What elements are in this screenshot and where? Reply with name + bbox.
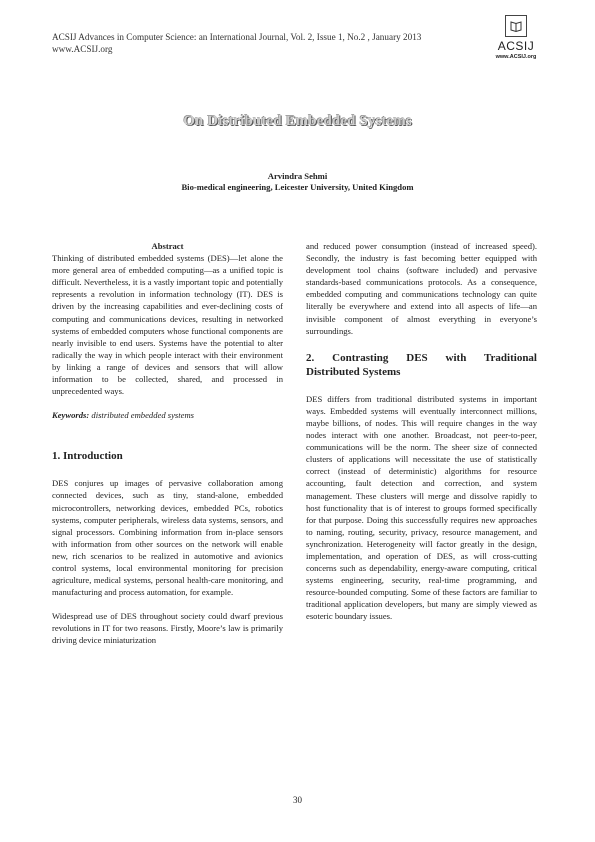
book-icon [505,15,527,37]
section-2-heading [306,351,537,379]
paper-title: On Distributed Embedded Systems [183,113,412,129]
section-2-heading-line-2: Distributed Systems [306,365,401,378]
author-affiliation: Bio-medical engineering, Leicester University, United Kingdom [181,182,414,192]
journal-header [52,31,472,55]
section-1-heading: 1. Introduction [52,450,123,463]
keywords-label: Keywords: [52,410,90,421]
keywords-text: distributed embedded systems [89,410,195,421]
journal-url[interactable]: www.ACSIJ.org [52,44,113,54]
page-number: 30 [293,795,302,805]
author-name: Arvindra Sehmi [267,171,328,181]
logo-name: ACSIJ [497,39,535,53]
keywords [52,409,283,421]
section-2-heading-line-1: 2. Contrasting DES with Traditional [306,351,537,364]
right-column [306,240,537,623]
section-1-paragraph-1: DES conjures up images of pervasive collaboration among connected devices, such as tiny, stand-alone, embedded microcontrollers, networking devices, embedded PCs, robotics systems, computer peripherals, wireless data systems, sensors, and signal processors. Combining information from in-place sensors with information from other sources on the network will enable new, rich scenarios to be realized in automotive and avionics control systems, local environmental monitoring for precision agriculture, medical systems, personal health-care monitoring, and manufacturing and process automation, for example. [52,478,283,598]
section-1-paragraph-2: Widespread use of DES throughout society could dwarf previous revolutions in IT for two reasons. Firstly, Moore’s law is primarily driving device miniaturization [52,611,283,646]
journal-citation: ACSIJ Advances in Computer Science: an International Journal, Vol. 2, Issue 1, No.2 , January 2013 [52,32,422,42]
left-column [52,240,283,647]
abstract-heading: Abstract [151,241,184,251]
journal-logo [486,15,546,60]
logo-url: www.ACSIJ.org [495,54,537,60]
section-2-paragraph-1: DES differs from traditional distributed systems in important ways. Embedded systems will eventually interconnect millions, maybe billions, of nodes. This will require changes in the way nodes interact with one another. Broadcast, not peer-to-peer, communications will be the norm. The sheer size of connected clusters of applications will necessitate the use of statistically correct (instead of deterministic) algorithms for resource accounting, fault detection and correction, and system management. These clusters will merge and dissolve rapidly to host functionality that is of interest to groups formed specifically for that purpose. Doing this successfully requires new approaches to naming, routing, security, privacy, resource management, and synchronization. Heterogeneity will factor greatly in the design, implementation, and operation of DES, as will cross-cutting concerns such as dependability, energy-aware computing, critical systems engineering, security, real-time programming, and resource-bounded computing. Some of these factors are familiar to traditional application developers, but many are simply viewed as esoteric boundary issues. [306,393,537,622]
abstract-text: Thinking of distributed embedded systems (DES)—let alone the more general area of embedded computing—as a unified topic is difficult. Nevertheless, it is a vastly important topic and potentially represents a revolution in information technology (IT). DES is driven by the increasing capabilities and ever-declining costs of computing and communications devices, resulting in networked systems of embedded computers whose functional components are nearly invisible to end users. Systems have the potential to alter radically the way in which people interact with their environment by linking a range of devices and sensors that will allow information to be collected, shared, and processed in unprecedented ways. [52,253,283,397]
section-1-paragraph-2-continued: and reduced power consumption (instead of increased speed). Secondly, the industry is fast becoming better equipped with development tool chains (software included) and pervasive standards-based communications protocols. As a consequence, embedded computing and communications technology can quite literally be everywhere and extend into all aspects of life—an invisible component of almost everything in everyone’s surroundings. [306,241,537,336]
